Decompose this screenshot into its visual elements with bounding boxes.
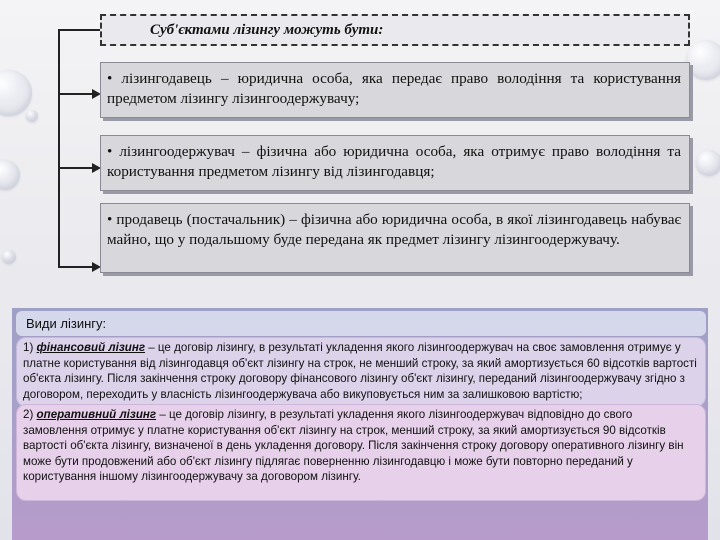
water-drop [0, 70, 32, 116]
water-drop [26, 110, 38, 122]
water-drop [696, 150, 720, 176]
subject-text-seller: • продавець (постачальник) – фізична або юридична особа, в якої лізингодавець набуває майно, що у подальшому буде передана як предмет лізингу лізингоодержувачу. [107, 211, 681, 248]
subject-card-seller [100, 203, 690, 273]
subject-text-lessor: • лізингодавець – юридична особа, яка передає право володіння та користування предметом лізингу лізингоодержувачу; [107, 70, 681, 107]
water-drop [0, 160, 20, 190]
item-term: фінансовий лізинг [36, 341, 146, 354]
item-number: 1) [23, 341, 34, 354]
connector-branch-3 [58, 266, 92, 268]
connector-horizontal-top [58, 29, 100, 31]
leasing-types-heading: Види лізингу: [26, 316, 107, 331]
subject-card-lessee [100, 135, 690, 191]
subjects-title: Суб'єктами лізингу можуть бути: [150, 22, 384, 38]
item-description: – це договір лізингу, в результаті укладення якого лізингоодержувач на своє замовлення отримує у платне користування від лізингодавця об'єкт лізингу на строк, не менший строку, за який амортизується 60 відсотків вартості об'єкта лізингу. Після закінчення строку договору фінансового лізингу об'єкт лізингу, переданий лізингоодержувачу згідно з договором, переходить у власність лізингоодержувача або викуповується ним за залишковою вартістю; [23, 341, 697, 401]
item-description: – це договір лізингу, в результаті укладення якого лізингоодержувач відповідно до свого замовлення отримує у платне користування об'єкт лізингу на строк, менший строку, за який амортизується 90 відсотків вартості об'єкта лізингу, визначеної в день укладення договору. Після закінчення строку договору оперативного лізингу він може бути продовжений або об'єкт лізингу підлягає поверненню лізингодавцю і може бути повторно переданий у користування іншому лізингоодержувачу за договором лізингу. [23, 408, 684, 483]
subjects-title-box [100, 14, 690, 46]
connector-branch-1 [58, 93, 92, 95]
water-drop [686, 40, 720, 80]
item-number: 2) [23, 408, 34, 421]
subject-card-lessor [100, 62, 690, 118]
leasing-type-operational [16, 404, 706, 501]
connector-branch-2 [58, 167, 92, 169]
subject-text-lessee: • лізингоодержувач – фізична або юридична особа, яка отримує право володіння та користування предметом лізингу від лізингодавця; [107, 143, 681, 180]
item-term: оперативний лізинг [36, 408, 157, 421]
connector-vertical [58, 29, 60, 267]
leasing-type-financial [16, 337, 706, 407]
leasing-types-heading-bar [16, 311, 706, 336]
water-drop [2, 250, 16, 264]
